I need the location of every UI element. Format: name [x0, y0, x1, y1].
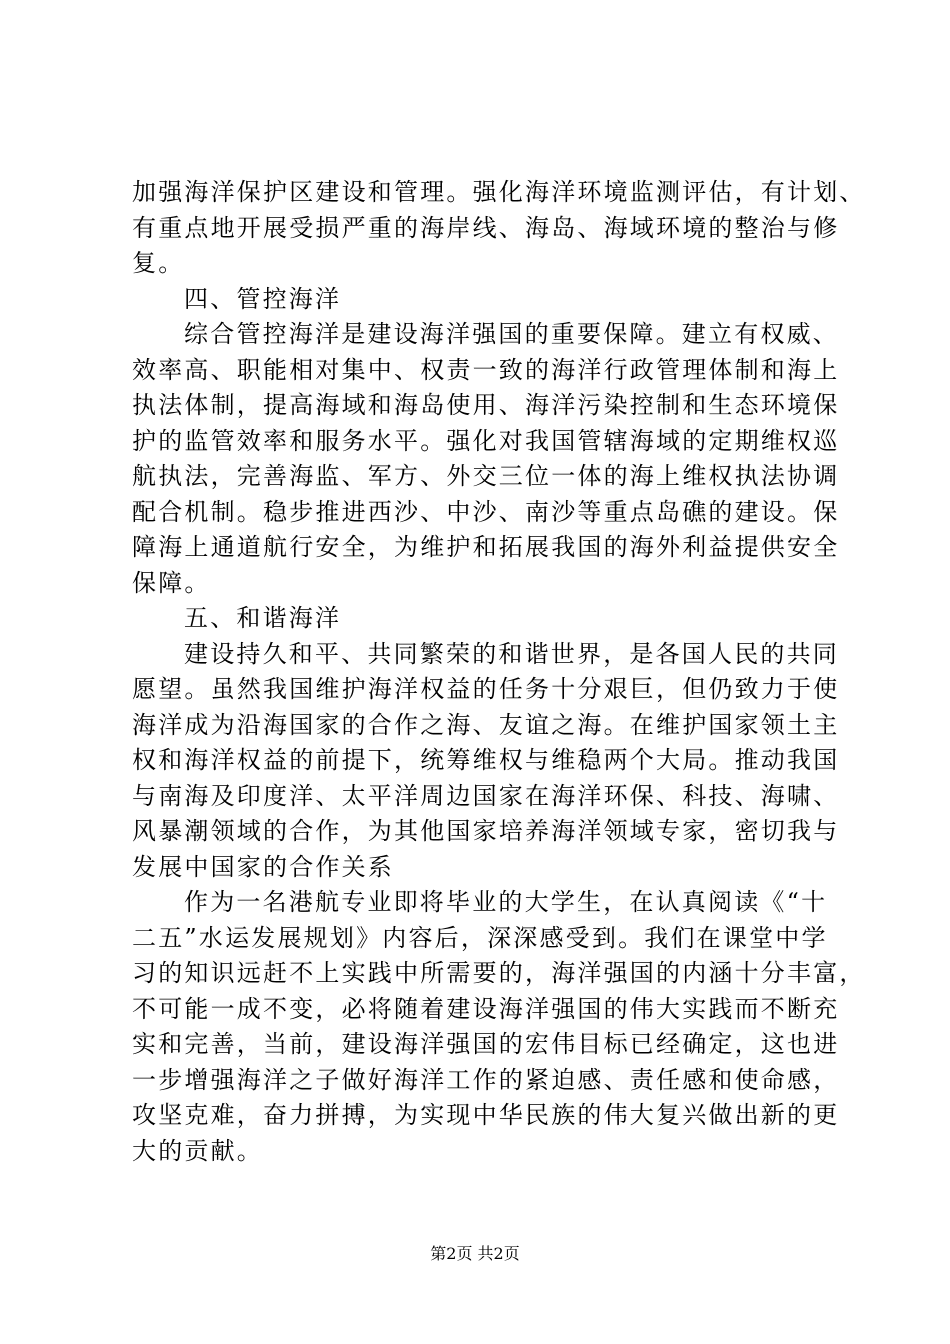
text-line: 愿望。虽然我国维护海洋权益的任务十分艰巨，但仍致力于使	[132, 675, 840, 703]
text-line: 作为一名港航专业即将毕业的大学生，在认真阅读《“十	[184, 888, 828, 916]
text-line: 实和完善，当前，建设海洋强国的宏伟目标已经确定，这也进	[132, 1030, 840, 1058]
text-line: 障海上通道航行安全，为维护和拓展我国的海外利益提供安全	[132, 533, 840, 561]
text-line: 加强海洋保护区建设和管理。强化海洋环境监测评估，有计划、	[132, 178, 866, 206]
text-line: 综合管控海洋是建设海洋强国的重要保障。建立有权威、	[184, 320, 839, 348]
text-line: 攻坚克难，奋力拼搏，为实现中华民族的伟大复兴做出新的更	[132, 1101, 840, 1129]
text-line: 与南海及印度洋、太平洋周边国家在海洋环保、科技、海啸、	[132, 781, 840, 810]
document-body	[132, 175, 866, 1169]
text-line: 复。	[132, 249, 185, 277]
text-line: 执法体制，提高海域和海岛使用、海洋污染控制和生态环境保	[132, 391, 840, 419]
text-line: 大的贡献。	[132, 1136, 263, 1165]
text-line: 五、和谐海洋	[184, 604, 342, 632]
text-line: 权和海洋权益的前提下，统筹维权与维稳两个大局。推动我国	[132, 746, 840, 774]
text-line: 建设持久和平、共同繁荣的和谐世界，是各国人民的共同	[184, 639, 839, 668]
text-line: 效率高、职能相对集中、权责一致的海洋行政管理体制和海上	[132, 355, 840, 384]
text-line: 风暴潮领域的合作，为其他国家培养海洋领域专家，密切我与	[132, 817, 840, 845]
text-line: 配合机制。稳步推进西沙、中沙、南沙等重点岛礁的建设。保	[132, 497, 840, 526]
text-line: 习的知识远赶不上实践中所需要的，海洋强国的内涵十分丰富，	[132, 959, 866, 987]
page-number-label: 第2页 共2页	[430, 1244, 520, 1263]
text-line: 一步增强海洋之子做好海洋工作的紧迫感、责任感和使命感，	[132, 1065, 840, 1094]
text-line: 航执法，完善海监、军方、外交三位一体的海上维权执法协调	[132, 462, 840, 490]
text-line: 保障。	[132, 568, 211, 597]
text-line: 发展中国家的合作关系	[132, 852, 394, 881]
page-footer	[0, 1243, 950, 1265]
text-line: 四、管控海洋	[184, 284, 342, 313]
text-line: 海洋成为沿海国家的合作之海、友谊之海。在维护国家领土主	[132, 710, 840, 739]
text-line: 不可能一成不变，必将随着建设海洋强国的伟大实践而不断充	[132, 994, 840, 1023]
text-line: 二五”水运发展规划》内容后，深深感受到。我们在课堂中学	[132, 923, 828, 952]
text-line: 有重点地开展受损严重的海岸线、海岛、海域环境的整治与修	[132, 213, 840, 242]
text-line: 护的监管效率和服务水平。强化对我国管辖海域的定期维权巡	[132, 426, 840, 455]
